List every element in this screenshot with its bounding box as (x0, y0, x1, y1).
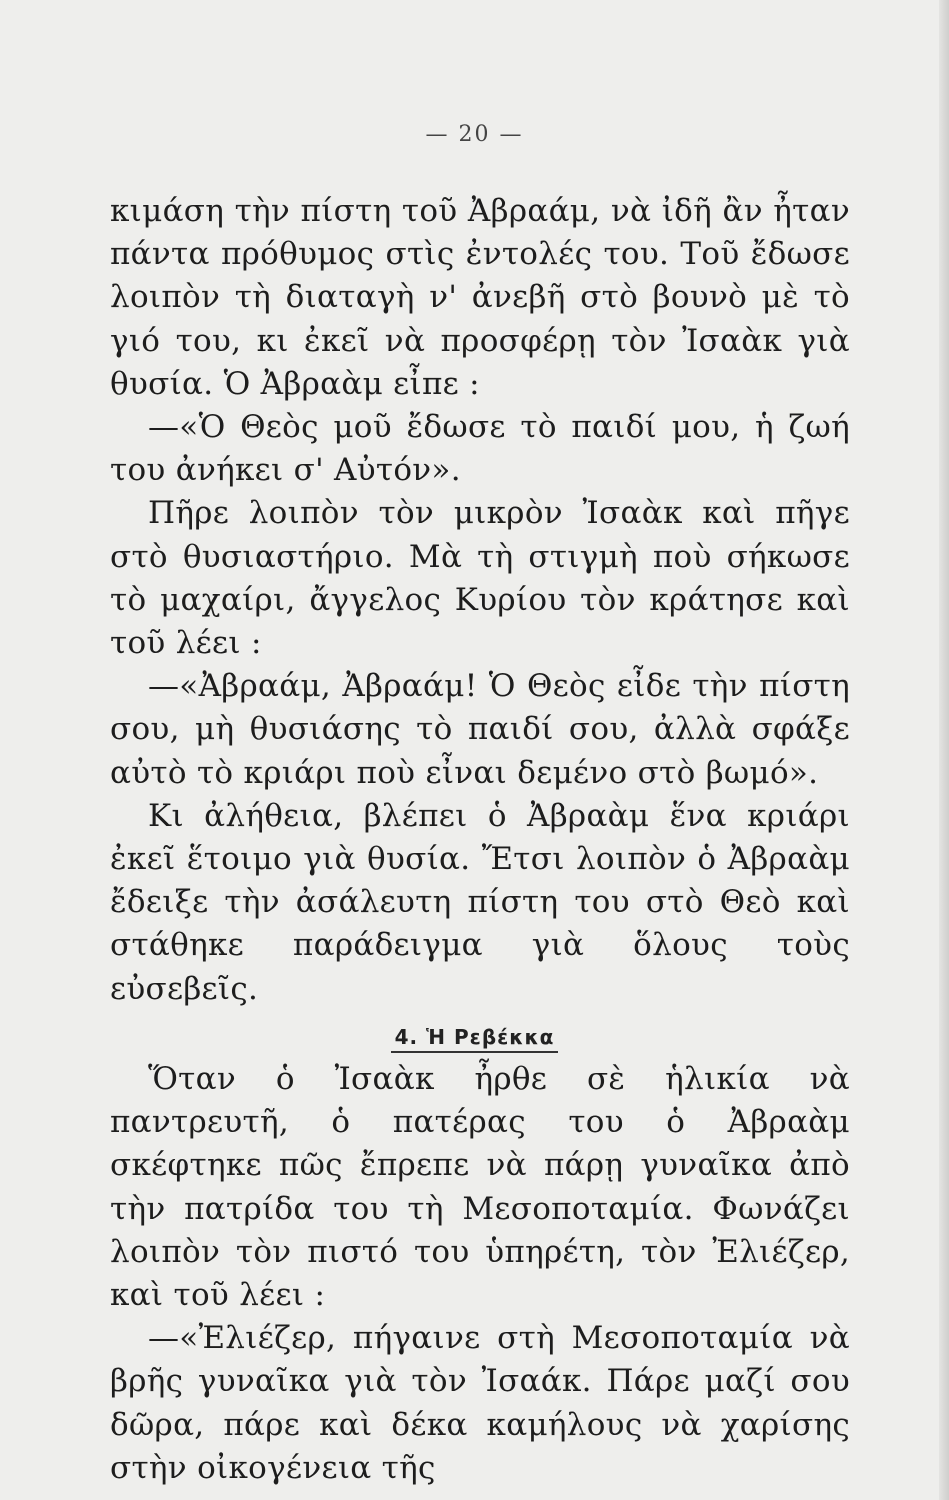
dialogue-paragraph: —«Ἀβραάμ, Ἀβραάμ! Ὁ Θεὸς εἶδε τὴν πίστη σου, μὴ θυσιάσης τὸ παιδί σου, ἀλλὰ σφάξε αὐτὸ τὸ κριάρι ποὺ εἶναι δεμένο στὸ βωμό». (110, 668, 850, 791)
page-edge (939, 0, 949, 1500)
section-2-text (110, 1058, 850, 1490)
dialogue-paragraph: —«Ἐλιέζερ, πήγαινε στὴ Μεσοποταμία νὰ βρῆς γυναῖκα γιὰ τὸν Ἰσαάκ. Πάρε μαζί σου δῶρα, πάρε καὶ δέκα καμήλους νὰ χαρίσης στὴν οἰκογένεια τῆς (110, 1320, 850, 1486)
paragraph: Κι ἀλήθεια, βλέπει ὁ Ἀβραὰμ ἕνα κριάρι ἐκεῖ ἕτοιμο γιὰ θυσία. Ἔτσι λοιπὸν ὁ Ἀβραὰμ ἔδειξε τὴν ἀσάλευτη πίστη του στὸ Θεὸ καὶ στάθηκε παράδειγμα γιὰ ὅλους τοὺς εὐσεβεῖς. (110, 797, 850, 1007)
paragraph: Πῆρε λοιπὸν τὸν μικρὸν Ἰσαὰκ καὶ πῆγε στὸ θυσιαστήριο. Μὰ τὴ στιγμὴ ποὺ σήκωσε τὸ μαχαίρι, ἄγγελος Κυρίου τὸν κράτησε καὶ τοῦ λέει : (110, 495, 850, 662)
page-number: — 20 — (425, 122, 524, 147)
paragraph: Ὅταν ὁ Ἰσαὰκ ἦρθε σὲ ἡλικία νὰ παντρευτῆ, ὁ πατέρας του ὁ Ἀβραὰμ σκέφτηκε πῶς ἔπρεπε νὰ πάρῃ γυναῖκα ἀπὸ τὴν πατρίδα του τὴ Μεσοποταμία. Φωνάζει λοιπὸν τὸν πιστό του ὑπηρέτη, τὸν Ἐλιέζερ, καὶ τοῦ λέει : (110, 1061, 850, 1314)
section-1-text (110, 190, 850, 1011)
paragraph-continued: κιμάση τὴν πίστη τοῦ Ἀβραάμ, νὰ ἰδῆ ἂν ἦταν πάντα πρόθυμος στὶς ἐντολές του. Τοῦ ἔδωσε λοιπὸν τὴ διαταγὴ ν' ἀνεβῆ στὸ βουνὸ μὲ τὸ γιό του, κι ἐκεῖ νὰ προσφέρῃ τὸν Ἰσαὰκ γιὰ θυσία. Ὁ Ἀβραὰμ εἶπε : (110, 193, 850, 402)
section-heading (0, 1025, 949, 1049)
dialogue-paragraph: —«Ὁ Θεὸς μοῦ ἔδωσε τὸ παιδί μου, ἡ ζωή του ἀνήκει σ' Αὐτόν». (110, 409, 850, 489)
section-heading-text: 4. Ἡ Ρεβέκκα (391, 1025, 559, 1053)
